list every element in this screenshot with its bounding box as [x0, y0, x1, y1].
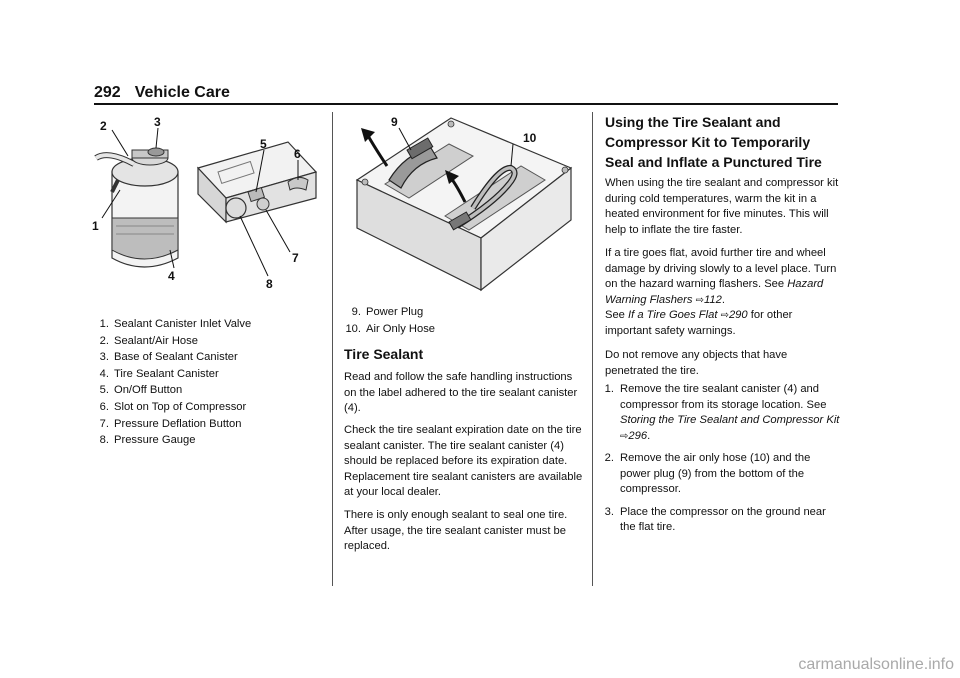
column-divider-right	[592, 112, 593, 586]
paragraph-penetrating-objects: Do not remove any objects that have penetrated the tire.	[605, 349, 788, 377]
list-item: 1. Remove the tire sealant canister (4) and compressor from its storage location. See Storing the Tire Sealant and Compressor Kit ⇨296.	[604, 383, 840, 442]
column-divider-left	[332, 112, 333, 586]
page-header	[94, 84, 230, 102]
legend-item: 6. Slot on Top of Compressor	[99, 400, 247, 413]
page-ref-112[interactable]: 112	[703, 293, 722, 306]
callout-1: 1	[92, 219, 99, 233]
link-hazard-warning-flashers[interactable]: Hazard Warning Flashers	[605, 278, 824, 306]
paragraph-safety-warnings: See If a Tire Goes Flat ⇨290 for other important safety warnings.	[605, 309, 793, 337]
watermark: carmanualsonline.info	[798, 656, 954, 673]
callout-5: 5	[260, 137, 267, 151]
figure-compressor-underside	[345, 110, 583, 295]
paragraph-sealant-handling: Read and follow the safe handling instructions on the label adhered to the tire sealant canister (4).	[344, 371, 578, 414]
page-ref-arrow-icon: ⇨	[620, 430, 629, 442]
figure1-legend	[92, 316, 251, 449]
page-ref-290[interactable]: 290	[728, 309, 748, 321]
callout-8: 8	[266, 277, 273, 291]
link-if-a-tire-goes-flat[interactable]: If a Tire Goes Flat	[628, 309, 718, 321]
legend-item: 2. Sealant/Air Hose	[99, 334, 198, 347]
page-ref-arrow-icon: ⇨	[695, 294, 704, 306]
page-ref-296[interactable]: 296	[628, 429, 648, 442]
callout-6: 6	[294, 147, 301, 161]
legend-item: 9. Power Plug	[351, 306, 424, 318]
callout-4: 4	[168, 269, 175, 283]
legend-item: 1. Sealant Canister Inlet Valve	[99, 318, 252, 330]
section-title: Vehicle Care	[134, 84, 230, 101]
legend-item: 8. Pressure Gauge	[99, 434, 196, 447]
heading-tire-sealant: Tire Sealant	[344, 346, 424, 362]
callout-2: 2	[100, 119, 107, 133]
list-item: 3. Place the compressor on the ground near the flat tire.	[604, 505, 826, 533]
callout-9: 9	[391, 115, 398, 129]
figure2-legend	[344, 304, 435, 337]
legend-item: 10. Air Only Hose	[345, 322, 436, 335]
compressor-underside-illustration	[345, 110, 583, 295]
list-item: 2. Remove the air only hose (10) and the power plug (9) from the bottom of the compressor.	[604, 452, 811, 495]
steps-list	[600, 382, 840, 543]
canister-compressor-illustration	[88, 110, 328, 295]
legend-item: 5. On/Off Button	[99, 384, 183, 397]
legend-item: 4. Tire Sealant Canister	[99, 367, 219, 380]
page-number: 292	[94, 84, 121, 101]
paragraph-sealant-expiration: Check the tire sealant expiration date on the tire sealant canister. The tire sealant canister (4) should be replaced before its expiration date. Replacement tire sealant canisters are available at your local dealer.	[344, 424, 583, 498]
legend-item: 7. Pressure Deflation Button	[99, 417, 242, 430]
paragraph-flat-tire: If a tire goes flat, avoid further tire and wheel damage by driving slowly to a level place. Turn on the hazard warning flashers. See Hazard Warning Flashers ⇨112.	[605, 247, 837, 306]
page-ref-arrow-icon: ⇨	[720, 310, 729, 321]
callout-7: 7	[292, 251, 299, 265]
legend-item: 3. Base of Sealant Canister	[99, 351, 238, 364]
link-storing-kit[interactable]: Storing the Tire Sealant and Compressor Kit	[620, 414, 840, 426]
paragraph-sealant-usage: There is only enough sealant to seal one tire. After usage, the tire sealant canister must be replaced.	[344, 509, 568, 552]
heading-using-kit: Using the Tire Sealant and Compressor Kit to Temporarily Seal and Inflate a Punctured Tire	[605, 114, 822, 170]
callout-3: 3	[154, 115, 161, 129]
header-rule	[94, 103, 838, 105]
figure-canister-compressor	[88, 110, 328, 295]
callout-10: 10	[523, 131, 537, 145]
paragraph-cold-temperatures: When using the tire sealant and compressor kit during cold temperatures, warm the kit in a heated environment for five minutes. This will help to inflate the tire faster.	[605, 177, 839, 236]
